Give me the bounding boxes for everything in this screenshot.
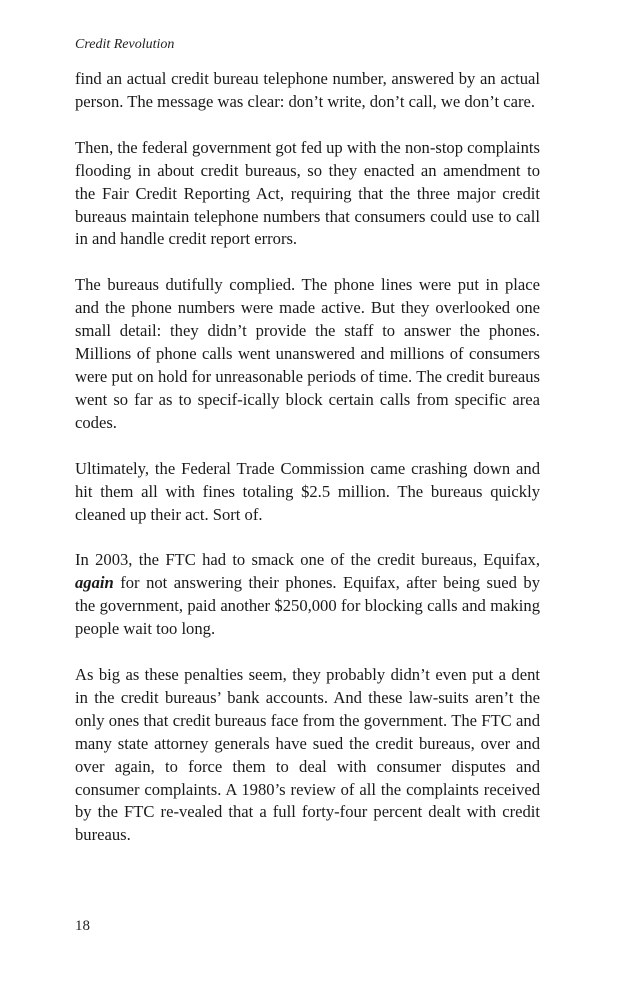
paragraph-5-start: In 2003, the FTC had to smack one of the credit bureaus, Equifax, — [75, 550, 540, 570]
page-number: 18 — [75, 918, 90, 934]
emphasis-again: again — [75, 573, 114, 593]
paragraph-6: As big as these penalties seem, they probably didn’t even put a dent in the credit bureaus’ bank accounts. And these law-suits aren’t the only ones that credit bureaus face from the government. The FTC and many state attorney generals have sued the credit bureaus, over and over again, to force them to deal with consumer disputes and consumer complaints. A 1980’s review of all the complaints received by the FTC re-vealed that a full forty-four percent dealt with credit bureaus. — [75, 665, 540, 845]
body-text — [75, 68, 540, 847]
paragraph-5-end: for not answering their phones. Equifax, after being sued by the government, paid another $250,000 for blocking calls and making people wait too long. — [75, 573, 540, 639]
running-header: Credit Revolution — [75, 37, 175, 52]
paragraph-4: Ultimately, the Federal Trade Commission came crashing down and hit them all with fines totaling $2.5 million. The bureaus quickly cleaned up their act. Sort of. — [75, 458, 540, 524]
paragraph-5 — [75, 549, 540, 641]
paragraph-2: Then, the federal government got fed up with the non-stop complaints flooding in about credit bureaus, so they enacted an amendment to the Fair Credit Reporting Act, requiring that the three major credit bureaus maintain telephone numbers that consumers could use to call in and handle credit report errors. — [75, 137, 540, 249]
paragraph-3: The bureaus dutifully complied. The phone lines were put in place and the phone numbers were made active. But they overlooked one small detail: they didn’t provide the staff to answer the phones. Millions of phone calls went unanswered and millions of consumers were put on hold for unreasonable periods of time. The credit bureaus went so far as to specif-ically block certain calls from specific area codes. — [75, 275, 540, 432]
paragraph-1: find an actual credit bureau telephone number, answered by an actual person. The message was clear: don’t write, don’t call, we don’t care. — [75, 69, 540, 111]
